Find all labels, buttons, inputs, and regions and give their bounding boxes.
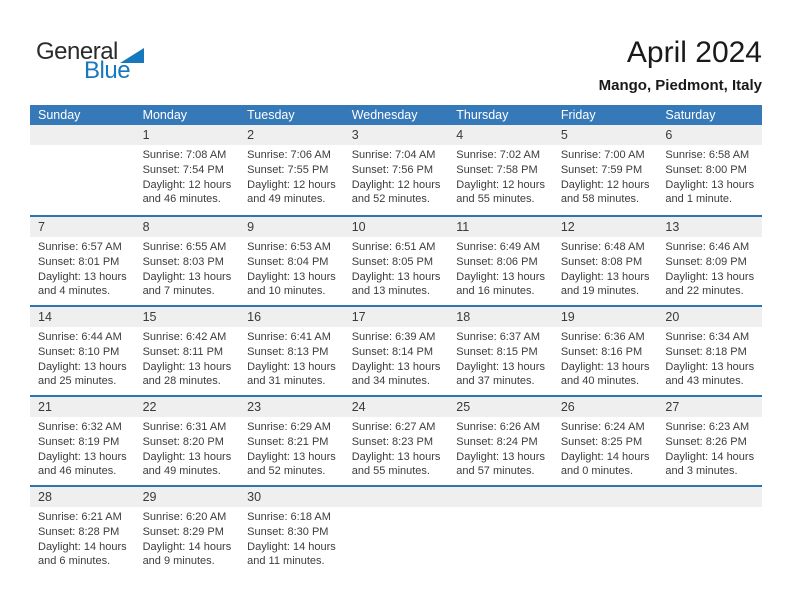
daylight-text-line1: Daylight: 12 hours [560, 178, 650, 191]
sunset-text: Sunset: 8:13 PM [247, 345, 329, 358]
weeks-container [30, 125, 762, 575]
day-cell [239, 237, 344, 299]
daylight-text-line1: Daylight: 13 hours [142, 450, 232, 463]
day-number: 12 [560, 220, 575, 234]
day-number: 1 [142, 128, 150, 142]
daylight-text-line2: and 13 minutes. [351, 285, 430, 298]
week-row [30, 215, 762, 305]
day-number: 4 [456, 128, 464, 142]
sunrise-text: Sunrise: 6:36 AM [560, 331, 645, 343]
day-number: 27 [665, 400, 680, 414]
sunset-text: Sunset: 8:24 PM [456, 435, 538, 448]
day-cell [553, 237, 658, 299]
daylight-text-line1: Daylight: 13 hours [38, 270, 127, 283]
sunrise-text: Sunrise: 6:53 AM [247, 241, 331, 253]
day-cell [553, 145, 658, 207]
sunset-text: Sunset: 7:59 PM [560, 163, 643, 176]
sunset-text: Sunset: 8:28 PM [38, 525, 120, 538]
day-number: 5 [560, 128, 568, 142]
day-number: 6 [665, 128, 673, 142]
daylight-text-line2: and 46 minutes. [38, 465, 117, 478]
sunset-text: Sunset: 8:10 PM [38, 345, 120, 358]
sunset-text: Sunset: 8:04 PM [247, 255, 329, 268]
sunset-text: Sunset: 8:00 PM [665, 163, 747, 176]
logo-text-general: General [36, 38, 118, 65]
day-number: 29 [142, 490, 157, 504]
daylight-text-line1: Daylight: 13 hours [247, 270, 336, 283]
daylight-text-line1: Daylight: 14 hours [38, 540, 127, 553]
day-details-band [30, 145, 762, 207]
weekday-header-friday: Friday [560, 108, 596, 122]
sunset-text: Sunset: 8:20 PM [142, 435, 224, 448]
day-number: 25 [456, 400, 471, 414]
weekday-header-saturday: Saturday [665, 108, 716, 122]
daylight-text-line2: and 46 minutes. [142, 193, 221, 206]
daylight-text-line2: and 28 minutes. [142, 375, 221, 388]
day-cell [239, 507, 344, 569]
day-cell [657, 145, 762, 207]
daylight-text-line2: and 43 minutes. [665, 375, 744, 388]
daylight-text-line2: and 55 minutes. [456, 193, 535, 206]
sunrise-text: Sunrise: 7:04 AM [351, 149, 436, 161]
day-number: 2 [247, 128, 255, 142]
day-cell [657, 417, 762, 479]
week-row [30, 125, 762, 215]
day-number: 21 [38, 400, 52, 414]
day-number-band [30, 125, 762, 145]
daylight-text-line2: and 19 minutes. [560, 285, 640, 298]
day-number: 8 [142, 220, 150, 234]
day-number: 15 [142, 310, 157, 324]
daylight-text-line1: Daylight: 13 hours [665, 360, 755, 373]
day-details-band [30, 417, 762, 479]
sunset-text: Sunset: 7:56 PM [351, 163, 434, 176]
daylight-text-line1: Daylight: 13 hours [351, 360, 441, 373]
day-cell [135, 327, 240, 389]
daylight-text-line1: Daylight: 13 hours [351, 270, 441, 283]
sunrise-text: Sunrise: 6:26 AM [456, 421, 541, 433]
day-number: 9 [247, 220, 255, 234]
daylight-text-line1: Daylight: 13 hours [38, 360, 127, 373]
daylight-text-line1: Daylight: 13 hours [142, 270, 232, 283]
daylight-text-line1: Daylight: 12 hours [351, 178, 441, 191]
sunset-text: Sunset: 8:26 PM [665, 435, 747, 448]
daylight-text-line2: and 6 minutes. [38, 555, 111, 568]
daylight-text-line2: and 37 minutes. [456, 375, 535, 388]
daylight-text-line2: and 52 minutes. [247, 465, 326, 478]
day-number-band [30, 487, 762, 507]
day-number: 23 [247, 400, 262, 414]
daylight-text-line1: Daylight: 13 hours [142, 360, 232, 373]
title-block [599, 36, 762, 94]
daylight-text-line2: and 10 minutes. [247, 285, 326, 298]
empty-day-cell [448, 507, 553, 569]
empty-day-cell [553, 507, 658, 569]
sunrise-text: Sunrise: 6:57 AM [38, 241, 122, 253]
sunset-text: Sunset: 7:58 PM [456, 163, 538, 176]
sunrise-text: Sunrise: 6:34 AM [665, 331, 750, 343]
empty-day-cell [344, 507, 449, 569]
day-number: 13 [665, 220, 680, 234]
daylight-text-line1: Daylight: 12 hours [456, 178, 545, 191]
day-details-band [30, 507, 762, 569]
day-cell [344, 417, 449, 479]
daylight-text-line2: and 1 minute. [665, 193, 733, 206]
daylight-text-line2: and 11 minutes. [247, 555, 325, 568]
daylight-text-line2: and 0 minutes. [560, 465, 633, 478]
daylight-text-line1: Daylight: 13 hours [560, 270, 650, 283]
sunrise-text: Sunrise: 6:32 AM [38, 421, 122, 433]
day-cell [448, 417, 553, 479]
sunrise-text: Sunrise: 6:37 AM [456, 331, 541, 343]
sunset-text: Sunset: 8:06 PM [456, 255, 538, 268]
sunrise-text: Sunrise: 7:08 AM [142, 149, 227, 161]
empty-day-cell [657, 507, 762, 569]
sunrise-text: Sunrise: 6:29 AM [247, 421, 331, 433]
day-cell [135, 507, 240, 569]
daylight-text-line1: Daylight: 13 hours [456, 360, 545, 373]
day-number: 14 [38, 310, 52, 324]
weekday-header-monday: Monday [142, 108, 188, 122]
general-blue-logo [36, 40, 144, 83]
daylight-text-line1: Daylight: 13 hours [665, 178, 755, 191]
calendar-table [30, 105, 762, 575]
day-number: 10 [351, 220, 366, 234]
day-number-band [30, 397, 762, 417]
day-number: 11 [456, 220, 470, 234]
day-number: 19 [560, 310, 575, 324]
sunset-text: Sunset: 7:54 PM [142, 163, 224, 176]
daylight-text-line2: and 22 minutes. [665, 285, 744, 298]
day-number: 3 [351, 128, 359, 142]
day-cell [135, 145, 240, 207]
sunset-text: Sunset: 8:11 PM [142, 345, 224, 358]
day-number: 20 [665, 310, 680, 324]
daylight-text-line1: Daylight: 13 hours [560, 360, 650, 373]
day-cell [553, 327, 658, 389]
sunrise-text: Sunrise: 6:23 AM [665, 421, 750, 433]
daylight-text-line1: Daylight: 14 hours [247, 540, 336, 553]
day-cell [657, 327, 762, 389]
sunrise-text: Sunrise: 7:00 AM [560, 149, 645, 161]
sunrise-text: Sunrise: 6:48 AM [560, 241, 645, 253]
month-title: April 2024 [626, 36, 762, 69]
sunset-text: Sunset: 8:14 PM [351, 345, 434, 358]
sunrise-text: Sunrise: 6:27 AM [351, 421, 436, 433]
daylight-text-line1: Daylight: 12 hours [142, 178, 232, 191]
sunrise-text: Sunrise: 6:31 AM [142, 421, 227, 433]
weekday-header-row [30, 105, 762, 125]
daylight-text-line2: and 40 minutes. [560, 375, 640, 388]
sunset-text: Sunset: 8:19 PM [38, 435, 120, 448]
sunset-text: Sunset: 8:30 PM [247, 525, 329, 538]
sunset-text: Sunset: 8:21 PM [247, 435, 329, 448]
day-number: 18 [456, 310, 471, 324]
daylight-text-line2: and 49 minutes. [247, 193, 326, 206]
day-cell [135, 237, 240, 299]
sunrise-text: Sunrise: 6:44 AM [38, 331, 122, 343]
day-number: 17 [351, 310, 366, 324]
daylight-text-line2: and 25 minutes. [38, 375, 117, 388]
sunrise-text: Sunrise: 6:20 AM [142, 511, 227, 523]
day-cell [344, 237, 449, 299]
sunrise-text: Sunrise: 6:49 AM [456, 241, 541, 253]
day-number-band [30, 307, 762, 327]
week-row [30, 395, 762, 485]
sunset-text: Sunset: 8:25 PM [560, 435, 643, 448]
sunset-text: Sunset: 8:15 PM [456, 345, 538, 358]
daylight-text-line1: Daylight: 14 hours [560, 450, 650, 463]
day-details-band [30, 327, 762, 389]
week-row [30, 485, 762, 575]
daylight-text-line2: and 4 minutes. [38, 285, 111, 298]
day-number: 24 [351, 400, 366, 414]
sunrise-text: Sunrise: 7:02 AM [456, 149, 541, 161]
weekday-header-thursday: Thursday [456, 108, 509, 122]
daylight-text-line2: and 16 minutes. [456, 285, 535, 298]
day-cell [30, 237, 135, 299]
day-cell [30, 327, 135, 389]
sunset-text: Sunset: 8:18 PM [665, 345, 747, 358]
sunset-text: Sunset: 8:16 PM [560, 345, 643, 358]
day-cell [30, 507, 135, 569]
day-number: 22 [142, 400, 157, 414]
week-row [30, 305, 762, 395]
daylight-text-line2: and 9 minutes. [142, 555, 215, 568]
sunrise-text: Sunrise: 6:55 AM [142, 241, 227, 253]
day-number: 16 [247, 310, 262, 324]
sunset-text: Sunset: 8:23 PM [351, 435, 434, 448]
daylight-text-line1: Daylight: 14 hours [142, 540, 232, 553]
sunrise-text: Sunrise: 6:21 AM [38, 511, 122, 523]
day-cell [30, 417, 135, 479]
daylight-text-line2: and 7 minutes. [142, 285, 215, 298]
daylight-text-line2: and 31 minutes. [247, 375, 326, 388]
daylight-text-line1: Daylight: 13 hours [247, 450, 336, 463]
daylight-text-line1: Daylight: 12 hours [247, 178, 336, 191]
day-cell [448, 145, 553, 207]
sunrise-text: Sunrise: 6:39 AM [351, 331, 436, 343]
location-subtitle: Mango, Piedmont, Italy [598, 77, 762, 94]
daylight-text-line2: and 58 minutes. [560, 193, 640, 206]
sunset-text: Sunset: 8:03 PM [142, 255, 224, 268]
day-cell [239, 417, 344, 479]
daylight-text-line1: Daylight: 13 hours [456, 450, 545, 463]
sunrise-text: Sunrise: 6:24 AM [560, 421, 645, 433]
sunrise-text: Sunrise: 6:46 AM [665, 241, 750, 253]
day-cell [239, 327, 344, 389]
day-cell [553, 417, 658, 479]
day-number: 7 [38, 220, 45, 234]
day-cell [135, 417, 240, 479]
sunset-text: Sunset: 7:55 PM [247, 163, 329, 176]
weekday-header-tuesday: Tuesday [247, 108, 295, 122]
day-cell [239, 145, 344, 207]
daylight-text-line2: and 49 minutes. [142, 465, 221, 478]
day-number: 26 [560, 400, 575, 414]
daylight-text-line1: Daylight: 14 hours [665, 450, 755, 463]
sunset-text: Sunset: 8:29 PM [142, 525, 224, 538]
sunset-text: Sunset: 8:09 PM [665, 255, 747, 268]
daylight-text-line2: and 52 minutes. [351, 193, 430, 206]
day-cell [344, 327, 449, 389]
daylight-text-line1: Daylight: 13 hours [351, 450, 441, 463]
sunset-text: Sunset: 8:01 PM [38, 255, 120, 268]
day-number: 28 [38, 490, 52, 504]
daylight-text-line2: and 34 minutes. [351, 375, 430, 388]
weekday-header-sunday: Sunday [38, 108, 81, 122]
day-number: 30 [247, 490, 262, 504]
weekday-header-wednesday: Wednesday [351, 108, 418, 122]
daylight-text-line1: Daylight: 13 hours [456, 270, 545, 283]
day-details-band [30, 237, 762, 299]
sunrise-text: Sunrise: 7:06 AM [247, 149, 331, 161]
day-cell [448, 327, 553, 389]
sunset-text: Sunset: 8:05 PM [351, 255, 434, 268]
daylight-text-line1: Daylight: 13 hours [247, 360, 336, 373]
sunrise-text: Sunrise: 6:42 AM [142, 331, 227, 343]
daylight-text-line2: and 55 minutes. [351, 465, 430, 478]
logo-text-blue: Blue [84, 57, 131, 84]
daylight-text-line1: Daylight: 13 hours [665, 270, 755, 283]
day-cell [344, 145, 449, 207]
day-number-band [30, 217, 762, 237]
sunrise-text: Sunrise: 6:18 AM [247, 511, 331, 523]
day-cell [448, 237, 553, 299]
day-cell [657, 237, 762, 299]
daylight-text-line2: and 3 minutes. [665, 465, 738, 478]
daylight-text-line1: Daylight: 13 hours [38, 450, 127, 463]
daylight-text-line2: and 57 minutes. [456, 465, 535, 478]
empty-day-cell [30, 145, 135, 207]
sunrise-text: Sunrise: 6:58 AM [665, 149, 750, 161]
sunrise-text: Sunrise: 6:51 AM [351, 241, 436, 253]
sunrise-text: Sunrise: 6:41 AM [247, 331, 331, 343]
sunset-text: Sunset: 8:08 PM [560, 255, 643, 268]
